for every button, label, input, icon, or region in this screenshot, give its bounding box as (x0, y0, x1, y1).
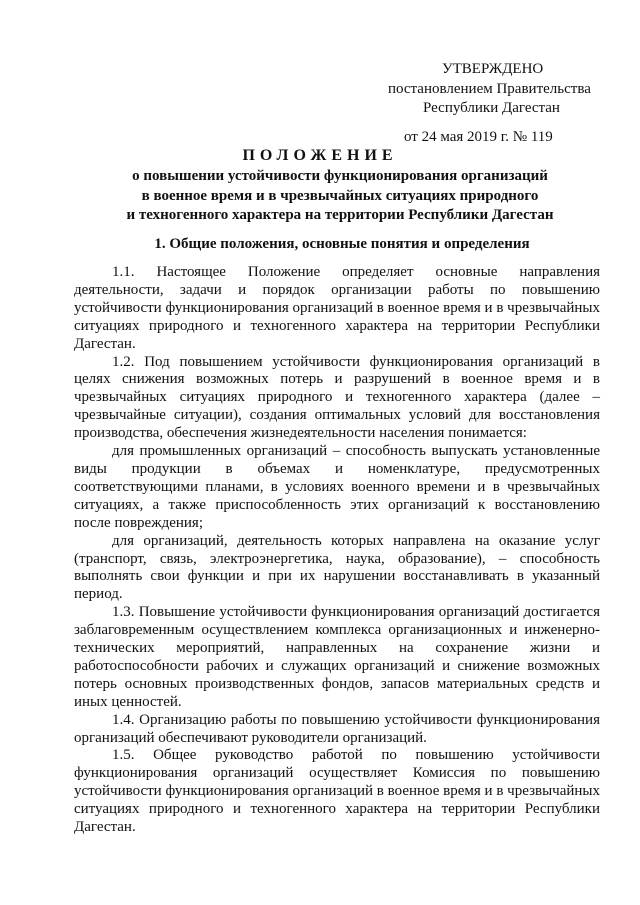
paragraph-services: для организаций, деятельность которых направлена на оказание услуг (транспорт, связь, электроэнергетика, наука, образование), – способность выполнять свои функции и при их нарушении восстанавливать в указанный период. (74, 532, 600, 603)
paragraph-1-1: 1.1. Настоящее Положение определяет основные направления деятельности, задачи и порядок организации работы по повышению устойчивости функционирования организаций в военное время и в чрезвычайных ситуациях природного и техногенного характера на территории Республики Дагестан. (74, 264, 600, 352)
subtitle-line: о повышении устойчивости функционирования организаций (132, 168, 548, 184)
subtitle-line: и техногенного характера на территории Республики Дагестан (126, 207, 554, 223)
approval-date: от 24 мая 2019 г. № 119 (404, 128, 553, 145)
paragraph-1-4: 1.4. Организацию работы по повышению устойчивости функционирования организаций обеспечивают руководители организаций. (74, 711, 600, 746)
document-body (74, 264, 600, 837)
approval-title: УТВЕРЖДЕНО (442, 61, 544, 77)
approval-region: Республики Дагестан (423, 100, 560, 116)
subtitle-line: в военное время и в чрезвычайных ситуациях природного (141, 187, 539, 204)
section-heading: 1. Общие положения, основные понятия и определения (154, 236, 530, 252)
document-subtitle (60, 167, 620, 226)
approval-authority: постановлением Правительства (388, 80, 591, 97)
paragraph-1-3: 1.3. Повышение устойчивости функционирования организаций достигается заблаговременным осуществлением комплекса организационных и инженерно-технических мероприятий, направленных на сохранение жизни и работоспособности рабочих и служащих организаций и снижение возможных потерь основных производственных фондов, запасов материальных средств и иных ценностей. (74, 604, 600, 710)
paragraph-1-2: 1.2. Под повышением устойчивости функционирования организаций в целях снижения возможных потерь и разрушений в военное время и в чрезвычайных ситуациях природного и техногенного характера (далее – чрезвычайные ситуации), создания оптимальных условий для восстановления производства, обеспечения жизнедеятельности населения понимается: (74, 353, 600, 442)
paragraph-1-5: 1.5. Общее руководство работой по повышению устойчивости функционирования организаций осуществляет Комиссия по повышению устойчивости функционирования организаций в военное время и в чрезвычайных ситуациях природного и техногенного характера на территории Республики Дагестан. (74, 747, 600, 836)
document-title: ПОЛОЖЕНИЕ (242, 147, 398, 164)
paragraph-industrial: для промышленных организаций – способность выпускать установленные виды продукции в объемах и номенклатуре, предусмотренных соответствующими планами, в условиях военного времени и в чрезвычайных ситуациях, а также приспособленность этих организаций к восстановлению после повреждения; (74, 443, 600, 531)
approval-stamp (380, 60, 615, 147)
